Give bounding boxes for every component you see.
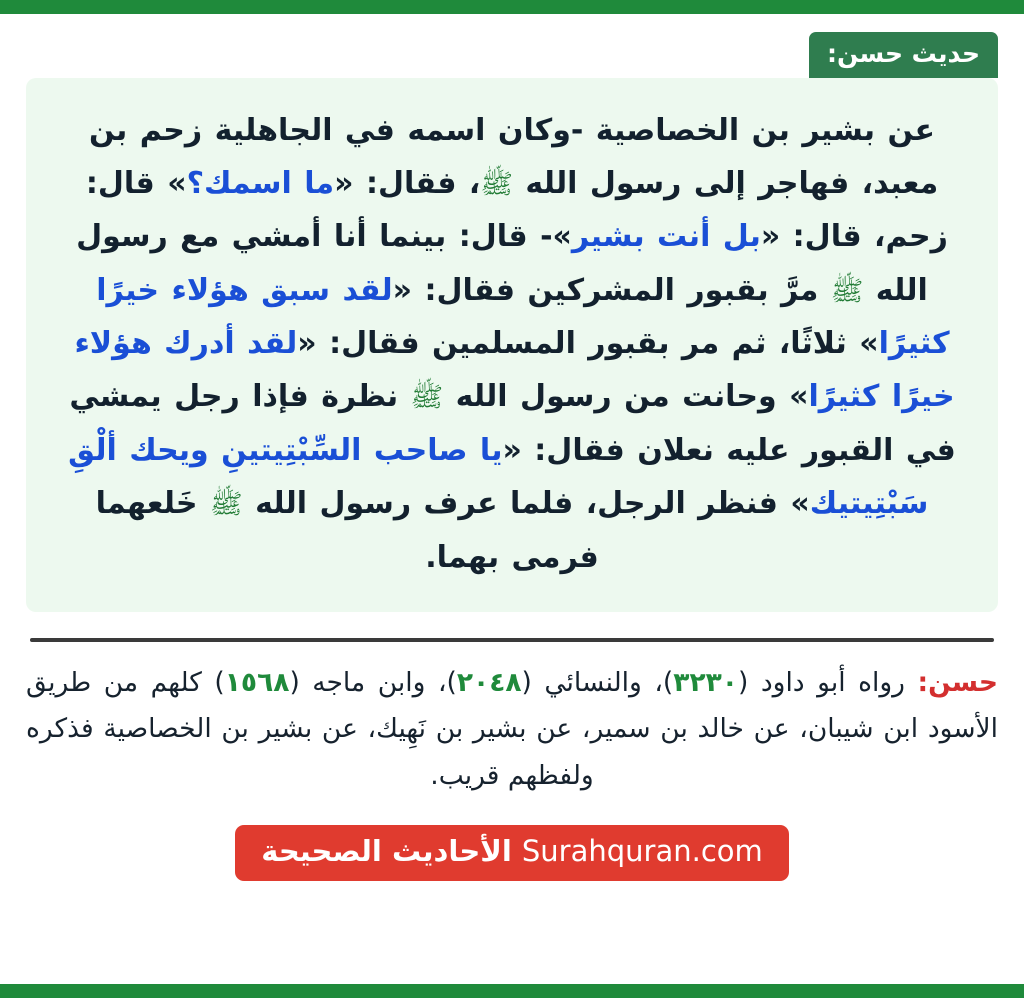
site-branding-badge[interactable] — [235, 825, 789, 881]
text-run-14: نظرة فإذا رجل يمشي في القبور عليه نعلان فقال: « — [69, 379, 956, 468]
text-run-7: ﷺ — [830, 275, 864, 307]
text-run-4: ٢٠٤٨ — [456, 667, 522, 699]
text-run-6: ١٥٦٨ — [224, 667, 290, 699]
hadith-grade-badge: حديث حسن: — [809, 32, 998, 78]
bottom-accent-bar — [0, 984, 1024, 998]
section-divider — [30, 638, 994, 642]
text-run-1: رواه أبو داود ( — [737, 667, 918, 699]
text-run-5: )، وابن ماجه ( — [289, 667, 457, 699]
text-run-16: » فنظر الرجل، فلما عرف رسول الله — [242, 486, 810, 522]
text-run-10: » ثلاثًا، ثم مر بقبور المسلمين فقال: « — [297, 326, 879, 362]
hadith-card — [0, 14, 1024, 984]
site-domain-label: Surahquran.com — [521, 834, 763, 869]
text-run-0: عن بشير بن الخصاصية -وكان اسمه في الجاهلية زحم بن معبد، فهاجر إلى رسول الله — [89, 112, 939, 201]
text-run-0: حسن: — [917, 667, 998, 699]
text-run-3: )، والنسائي ( — [521, 667, 674, 699]
hadith-text-box — [26, 78, 998, 613]
footer-row — [26, 825, 998, 881]
text-run-2: ، فقال: « — [334, 165, 481, 201]
text-run-9: لقد سبق هؤلاء خيرًا كثيرًا — [96, 272, 950, 362]
text-run-12: » وحانت من رسول الله — [443, 379, 809, 415]
text-run-1: ﷺ — [480, 168, 513, 200]
site-tagline-label: الأحاديث الصحيحة — [261, 834, 512, 869]
hadith-source-reference — [26, 660, 998, 799]
text-run-5: بل أنت بشير — [571, 219, 761, 255]
text-run-17: ﷺ — [210, 489, 243, 521]
text-run-13: ﷺ — [410, 382, 444, 414]
text-run-7: ) كلهم من طريق الأسود ابن شيبان، عن خالد بن سمير، عن بشير بن نَهِيك، عن بشير بن الخصاصية فذكره ولفظهم قريب. — [26, 667, 998, 791]
text-run-2: ٣٢٣٠ — [673, 667, 738, 699]
text-run-4: » قال: زحم، قال: « — [85, 165, 948, 255]
text-run-6: »- قال: بينما أنا أمشي مع رسول الله — [76, 219, 928, 308]
grade-badge-row — [26, 32, 998, 78]
text-run-18: خَلعهما فرمى بهما. — [95, 486, 599, 575]
text-run-8: مرَّ بقبور المشركين فقال: « — [392, 272, 831, 308]
top-accent-bar — [0, 0, 1024, 14]
hadith-body-text — [56, 104, 968, 585]
text-run-3: ما اسمك؟ — [186, 165, 335, 201]
text-run-11: لقد أدرك هؤلاء خيرًا كثيرًا — [74, 326, 955, 415]
text-run-15: يا صاحب السِّبْتِيتينِ ويحك ألْقِ سَبْتِيتيك — [68, 432, 929, 522]
